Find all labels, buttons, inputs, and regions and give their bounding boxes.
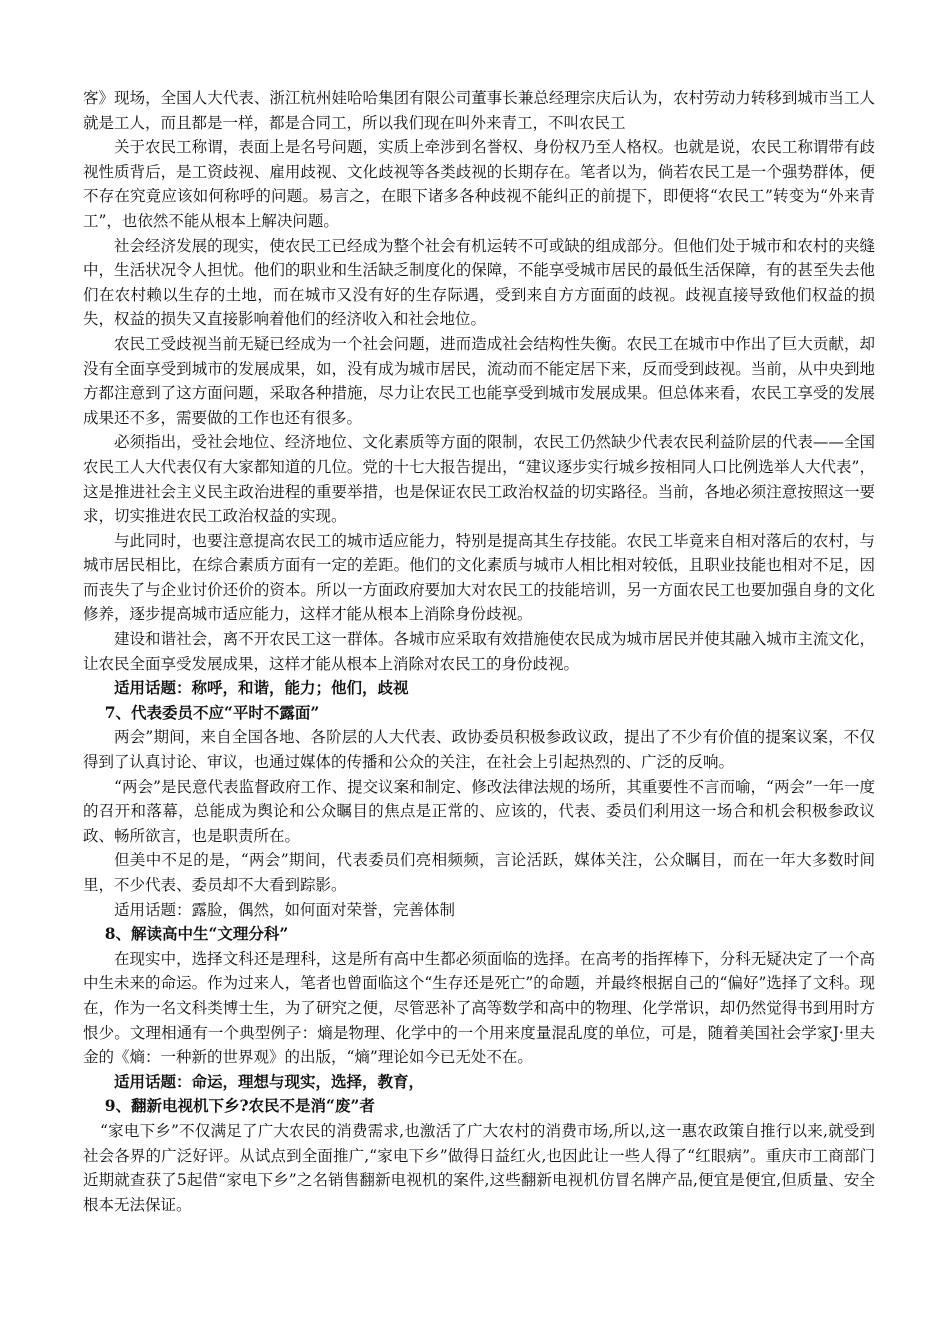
- paragraph: 在现实中，选择文科还是理科，这是所有高中生都必须面临的选择。在高考的指挥棒下，分科无疑决定了一个高中生未来的命运。作为过来人，笔者也曾面临这个“生存还是死亡”的命题，并最终根据自己的“偏好”选择了文科。现在，作为一名文科类博士生，为了研究之便，尽管恶补了高等数学和高中的物理、化学常识，却仍然觉得书到用时方恨少。文理相通有一个典型例子：熵是物理、化学中的一个用来度量混乱度的单位，可是，随着美国社会学家J·里夫金的《熵：一种新的世界观》的出版，“熵”理论如今已无处不在。: [83, 949, 875, 1067]
- section-heading: 9、翻新电视机下乡?农民不是消“废”者: [104, 1096, 375, 1116]
- paragraph: 必须指出，受社会地位、经济地位、文化素质等方面的限制，农民工仍然缺少代表农民利益阶层的代表——全国农民工人大代表仅有大家都知道的几位。党的十七大报告提出，“建议逐步实行城乡按相同人口比例选举人大代表”，这是推进社会主义民主政治进程的重要举措，也是保证农民工政治权益的切实路径。当前，各地必须注意按照这一要求，切实推进农民工政治权益的实现。: [83, 433, 875, 526]
- paragraph: 建设和谐社会，离不开农民工这一群体。各城市应采取有效措施使农民成为城市居民并使其融入城市主流文化，让农民全面享受发展成果，这样才能从根本上消除对农民工的身份歧视。: [83, 630, 875, 673]
- paragraph: 社会经济发展的现实，使农民工已经成为整个社会有机运转不可或缺的组成部分。但他们处于城市和农村的夹缝中，生活状况令人担忧。他们的职业和生活缺乏制度化的保障，不能享受城市居民的最低生活保障，有的甚至失去他们在农村赖以生存的土地，而在城市又没有好的生存际遇，受到来自方方面面的歧视。歧视直接导致他们权益的损失，权益的损失又直接影响着他们的经济收入和社会地位。: [83, 236, 875, 329]
- paragraph: 关于农民工称谓，表面上是名号问题，实质上牵涉到名誉权、身份权乃至人格权。也就是说，农民工称谓带有歧视性质背后，是工资歧视、雇用歧视、文化歧视等各类歧视的长期存在。笔者以为，倘若农民工是一个强势群体，便不存在究竟应该如何称呼的问题。易言之，在眼下诸多各种歧视不能纠正的前提下，即便将“农民工”转变为“外来青工”，也依然不能从根本上解决问题。: [83, 138, 875, 230]
- paragraph: 与此同时，也要注意提高农民工的城市适应能力，特别是提高其生存技能。农民工毕竟来自相对落后的农村，与城市居民相比，在综合素质方面有一定的差距。他们的文化素质与城市人相比相对较低，且职业技能也相对不足，因而丧失了与企业讨价还价的资本。所以一方面政府要加大对农民工的技能培训，另一方面农民工也要加强自身的文化修养，逐步提高城市适应能力，这样才能从根本上消除身份歧视。: [83, 531, 875, 624]
- topics-line: 适用话题：命运，理想与现实，选择，教育，: [114, 1071, 425, 1091]
- topics-line: 适用话题：称呼，和谐，能力；他们，歧视: [114, 678, 409, 698]
- paragraph-continuation: 客》现场，全国人大代表、浙江杭州娃哈哈集团有限公司董事长兼总经理宗庆后认为，农村劳动力转移到城市当工人就是工人，而且都是一样，都是合同工，所以我们现在叫外来青工，不叫农民工: [83, 89, 875, 132]
- paragraph: “家电下乡”不仅满足了广大农民的消费需求,也激活了广大农村的消费市场,所以,这一惠农政策自推行以来,就受到社会各界的广泛好评。从试点到全面推广,“家电下乡”做得日益红火,也因此让一些人得了“红眼病”。重庆市工商部门近期就查获了5起借“家电下乡”之名销售翻新电视机的案件,这些翻新电视机仿冒名牌产品,便宜是便宜,但质量、安全根本无法保证。: [83, 1121, 875, 1214]
- paragraph: 但美中不足的是，“两会”期间，代表委员们亮相频频，言论活跃，媒体关注，公众瞩目，而在一年大多数时间里，不少代表、委员却不大看到踪影。: [83, 851, 875, 894]
- section-heading: 8、解读高中生“文理分科”: [104, 924, 289, 944]
- paragraph: “两会”是民意代表监督政府工作、提交议案和制定、修改法律法规的场所，其重要性不言而喻，“两会”一年一度的召开和落幕，总能成为舆论和公众瞩目的焦点是正常的、应该的，代表、委员们利用这一场合和机会积极参政议政、畅所欲言，也是职责所在。: [83, 777, 875, 845]
- paragraph: 农民工受歧视当前无疑已经成为一个社会问题，进而造成社会结构性失衡。农民工在城市中作出了巨大贡献，却没有全面享受到城市的发展成果，如，没有成为城市居民，流动而不能定居下来，反而受到歧视。当前，从中央到地方都注意到了这方面问题，采取各种措施，尽力让农民工也能享受到城市发展成果。但总体来看，农民工享受的发展成果还不多，需要做的工作也还有很多。: [83, 334, 875, 427]
- document-page: [83, 86, 875, 1217]
- paragraph: 两会”期间，来自全国各地、各阶层的人大代表、政协委员积极参政议政，提出了不少有价值的提案议案，不仅得到了认真讨论、审议，也通过媒体的传播和公众的关注，在社会上引起热烈的、广泛的反响。: [83, 728, 875, 772]
- section-heading: 7、代表委员不应“平时不露面”: [104, 702, 320, 722]
- topics-line: 适用话题：露脸，偶然，如何面对荣誉，完善体制: [114, 900, 456, 919]
